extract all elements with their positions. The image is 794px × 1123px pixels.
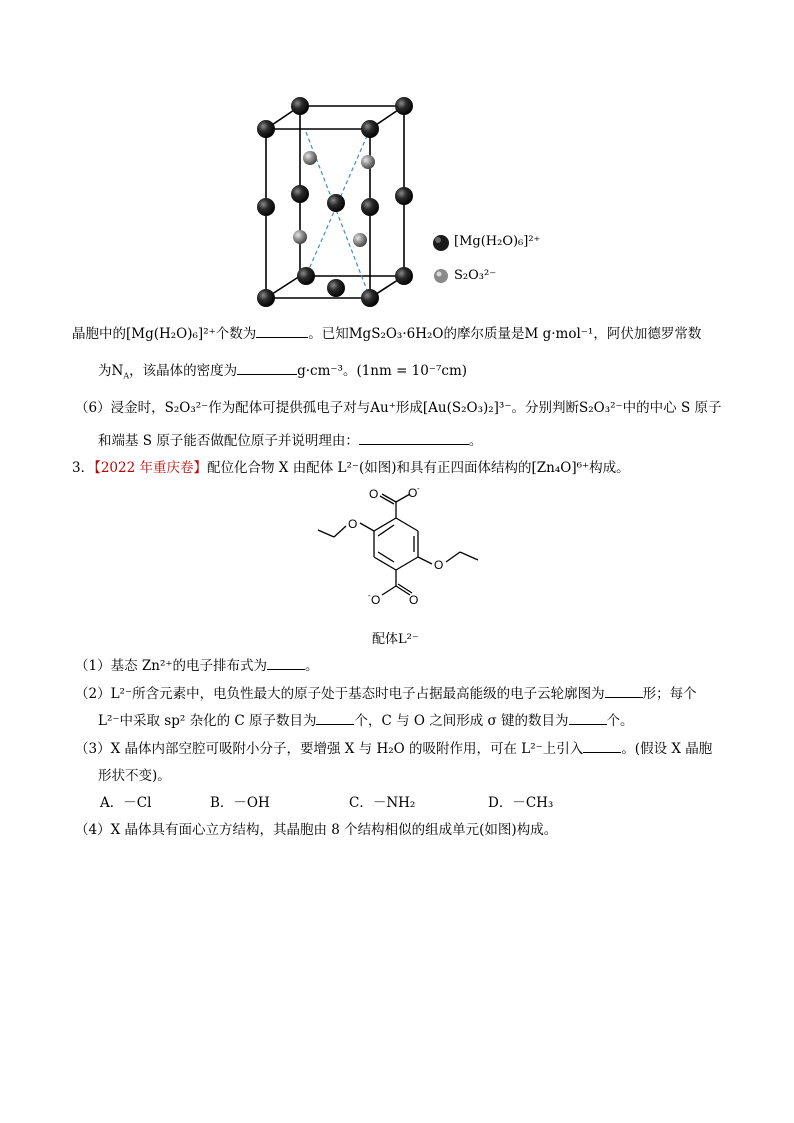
mg-complex-ion [257,120,275,138]
legend-thiosulfate: S₂O₃²⁻ [454,268,497,283]
p3-q2-line1: （2）L²⁻所含元素中，电负性最大的原子处于基态时电子占据最高能级的电子云轮廓图为 形；每个 [75,686,697,702]
option-b[interactable]: B．－OH [210,795,270,811]
mg-complex-ion [291,185,309,203]
ligand-caption: 配体L²⁻ [372,632,419,647]
mg-complex-ion [327,279,345,297]
p3-q2-line2: L²⁻中采取 sp² 杂化的 C 原子数目为 个，C 与 O 之间形成 σ 键的数目为 个。 [98,713,634,729]
thiosulfate-ion [353,233,367,247]
svg-text:O: O [348,517,358,531]
legend-grey-ball [433,268,449,284]
svg-text:-: - [368,591,371,600]
svg-text:O: O [408,486,418,500]
svg-text:O: O [434,558,444,572]
thiosulfate-ion [361,155,375,169]
p3-q4: （4）X 晶体具有面心立方结构，其晶胞由 8 个结构相似的组成单元(如图)构成。 [75,822,558,838]
answer-blank[interactable] [256,325,308,338]
ligand-structure-figure [300,482,500,642]
p3-q3-line1: （3）X 晶体内部空腔可吸附小分子，要增强 X 与 H₂O 的吸附作用，可在 L²⁻上引入 。(假设 X 晶胞 [75,741,713,757]
mg-complex-ion [395,97,413,115]
answer-blank[interactable] [267,657,305,670]
mg-complex-ion [327,194,345,212]
answer-blank[interactable] [605,685,643,698]
q6-line2: 和端基 S 原子能否做配位原子并说明理由： 。 [98,433,483,449]
answer-blank[interactable] [316,712,354,725]
problem3-stem: 3．【2022 年重庆卷】配位化合物 X 由配体 L²⁻(如图)和具有正四面体结构的[Zn₄O]⁶⁺构成。 [72,460,630,476]
answer-blank[interactable] [583,740,621,753]
option-d[interactable]: D．－CH₃ [488,795,554,811]
mg-complex-ion [361,289,379,307]
svg-text:O: O [369,487,379,501]
thiosulfate-ion [293,230,307,244]
q5-line1: 晶胞中的[Mg(H₂O)₆]²⁺个数为 。已知MgS₂O₃·6H₂O的摩尔质量是M g·mol⁻¹，阿伏加德罗常数 [72,326,702,342]
p3-q3-line2: 形状不变)。 [98,768,171,784]
mg-complex-ion [297,267,315,285]
option-a[interactable]: A．－Cl [100,795,152,811]
mg-complex-ion [257,198,275,216]
answer-blank[interactable] [359,432,469,445]
crystal-cell-figure [250,92,430,314]
mg-complex-ion [257,289,275,307]
option-c[interactable]: C．－NH₂ [349,795,416,811]
mg-complex-ion [361,198,379,216]
mg-complex-ion [395,267,413,285]
q5-line2: 为$N_A$，该晶体的密度为 g·cm⁻³。(1nm = 10⁻⁷cm) [98,363,468,381]
p3-q1: （1）基态 Zn²⁺的电子排布式为 。 [75,658,319,674]
mg-complex-ion [395,187,413,205]
svg-text:O: O [371,593,381,607]
mg-complex-ion [361,120,379,138]
q6-line1: （6）浸金时，S₂O₃²⁻作为配体可提供孤电子对与Au⁺形成[Au(S₂O₃)₂]³⁻。分别判断S₂O₃²⁻中的中心 S 原子 [75,400,722,416]
mg-complex-ion [291,97,309,115]
svg-text:O: O [409,593,419,607]
svg-text:-: - [417,484,420,493]
legend-dark-ball [432,234,450,252]
answer-blank[interactable] [237,362,297,375]
answer-blank[interactable] [569,712,607,725]
thiosulfate-ion [303,151,317,165]
legend-mg-complex: [Mg(H₂O)₆]²⁺ [454,234,541,249]
